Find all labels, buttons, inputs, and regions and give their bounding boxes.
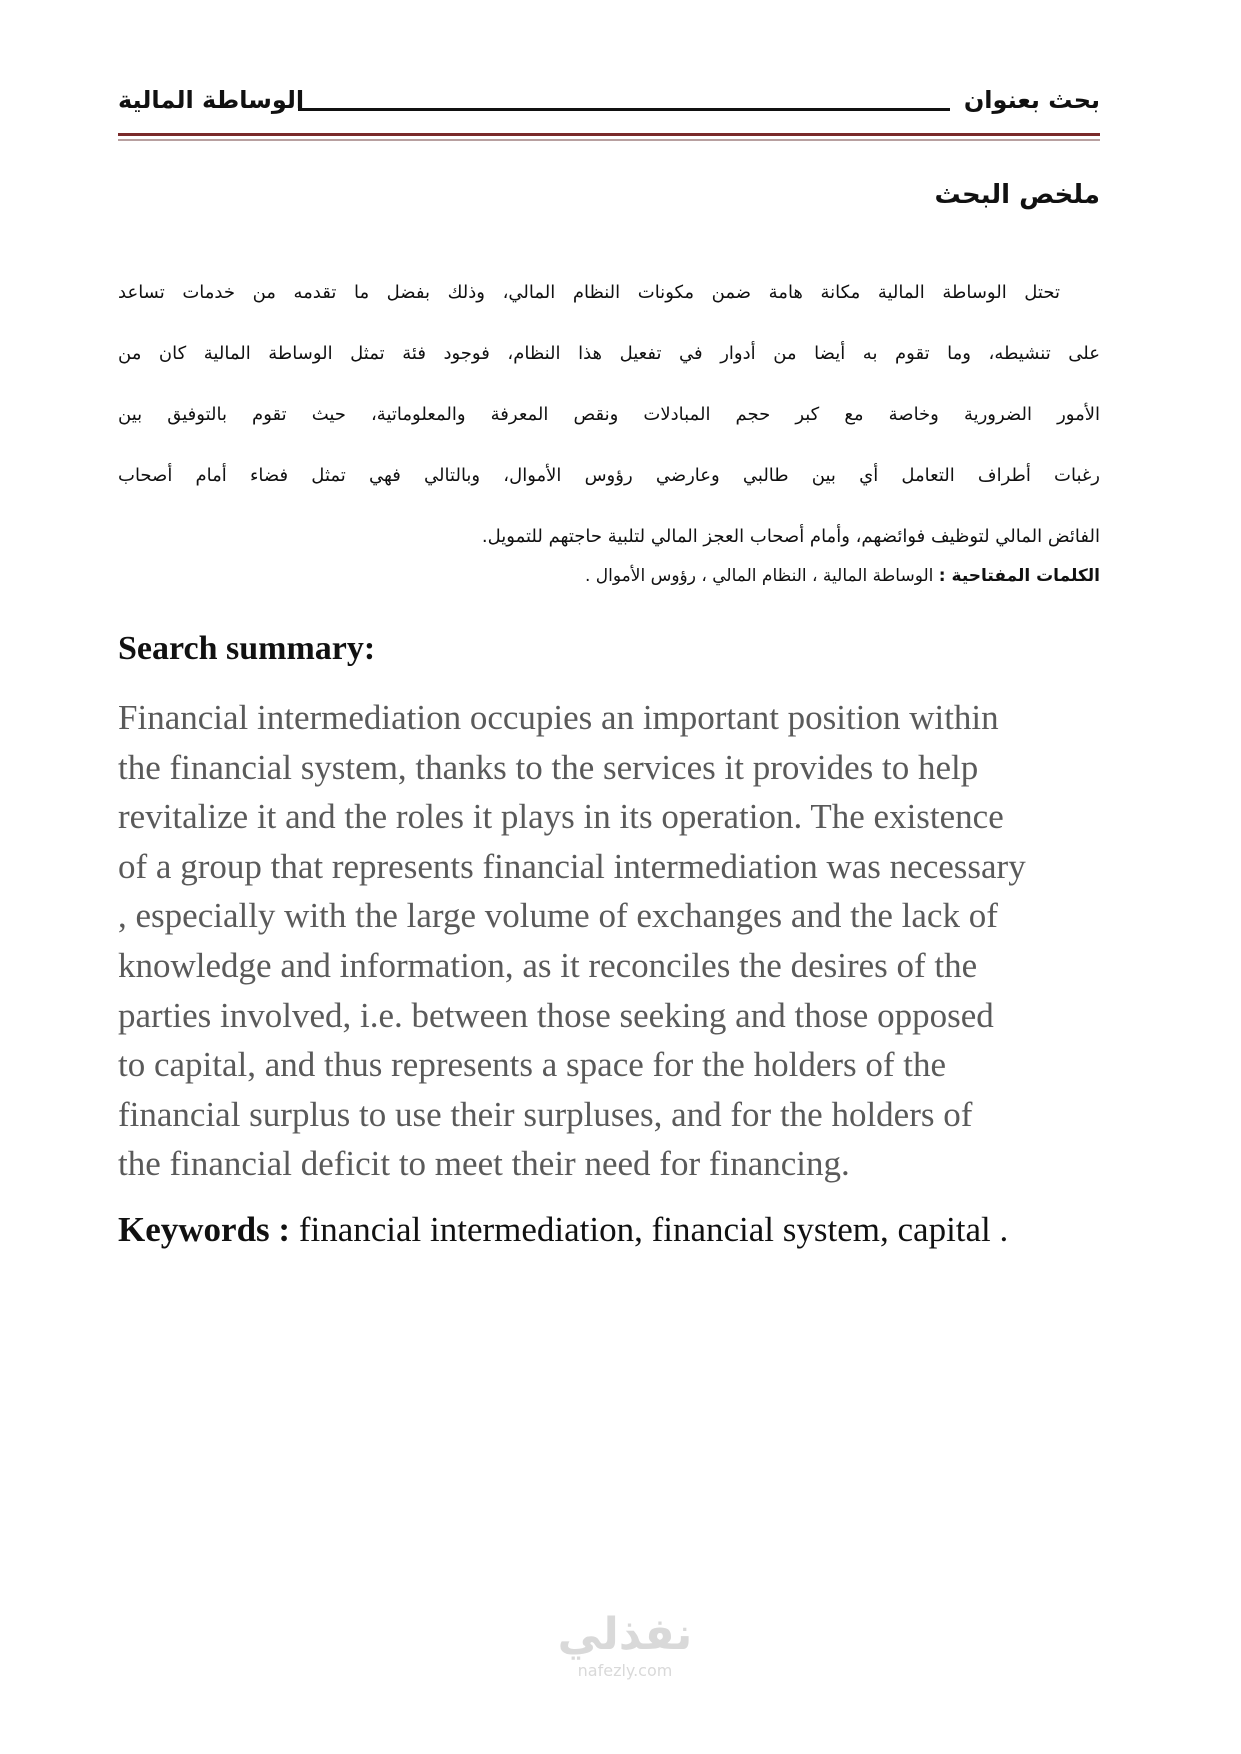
english-abstract-line: the financial system, thanks to the services it provides to help bbox=[118, 747, 979, 787]
english-abstract-line: Financial intermediation occupies an important position within bbox=[118, 698, 999, 737]
arabic-abstract-body bbox=[118, 262, 1100, 567]
english-abstract-line: parties involved, i.e. between those seeking and those opposed bbox=[118, 995, 994, 1035]
nafezly-watermark bbox=[540, 1610, 710, 1682]
english-abstract-line: financial surplus to use their surpluses, and for the holders of bbox=[118, 1094, 973, 1134]
page-header bbox=[118, 86, 1100, 126]
arabic-keywords-text: الوساطة المالية ، النظام المالي ، رؤوس الأموال . bbox=[584, 566, 939, 586]
english-abstract-line: to capital, and thus represents a space for the holders of the bbox=[118, 1045, 947, 1085]
arabic-abstract-line: تحتل الوساطة المالية مكانة هامة ضمن مكونات النظام المالي، وذلك بفضل ما تقدمه من خدمات تساعد bbox=[118, 282, 1060, 303]
english-abstract-title: Search summary: bbox=[118, 630, 376, 667]
english-keywords-text: financial intermediation, financial system, capital . bbox=[290, 1210, 1009, 1249]
english-abstract-line: revitalize it and the roles it plays in its operation. The existence bbox=[118, 797, 1004, 837]
english-abstract-body bbox=[118, 693, 1118, 1189]
english-abstract-line: the financial deficit to meet their need for financing. bbox=[118, 1144, 850, 1184]
watermark-arabic-logo: نفذلي bbox=[557, 1609, 693, 1660]
arabic-abstract-line: رغبات أطراف التعامل أي بين طالبي وعارضي رؤوس الأموال، وبالتالي فهي تمثل فضاء أمام أصحاب bbox=[118, 465, 1100, 486]
header-topic-title: الوساطة المالية bbox=[118, 86, 305, 114]
arabic-abstract-line: على تنشيطه، وما تقوم به أيضا من أدوار في تفعيل هذا النظام، فوجود فئة تمثل الوساطة المالية كان من bbox=[118, 343, 1100, 364]
header-dash-line bbox=[298, 108, 950, 111]
arabic-abstract-title: ملخص البحث bbox=[934, 180, 1100, 210]
header-rule-primary bbox=[118, 133, 1100, 136]
english-keywords bbox=[118, 1210, 1008, 1250]
english-abstract-line: of a group that represents financial intermediation was necessary bbox=[118, 846, 1026, 886]
arabic-keywords-label: الكلمات المفتاحية : bbox=[938, 566, 1100, 586]
english-abstract-line: , especially with the large volume of exchanges and the lack of bbox=[118, 896, 998, 936]
arabic-keywords bbox=[585, 566, 1100, 586]
watermark-latin-text: nafezly.com bbox=[577, 1661, 673, 1680]
english-abstract-line: knowledge and information, as it reconciles the desires of the bbox=[118, 945, 978, 985]
arabic-abstract-line: الفائض المالي لتوظيف فوائضهم، وأمام أصحاب العجز المالي لتلبية حاجتهم للتمويل. bbox=[481, 526, 1100, 547]
header-rule-secondary bbox=[118, 139, 1100, 141]
english-keywords-label: Keywords : bbox=[118, 1210, 291, 1249]
arabic-abstract-line: الأمور الضرورية وخاصة مع كبر حجم المبادلات ونقص المعرفة والمعلوماتية، حيث تقوم بالتوفيق بين bbox=[118, 404, 1100, 425]
header-research-label: بحث بعنوان bbox=[963, 86, 1100, 114]
